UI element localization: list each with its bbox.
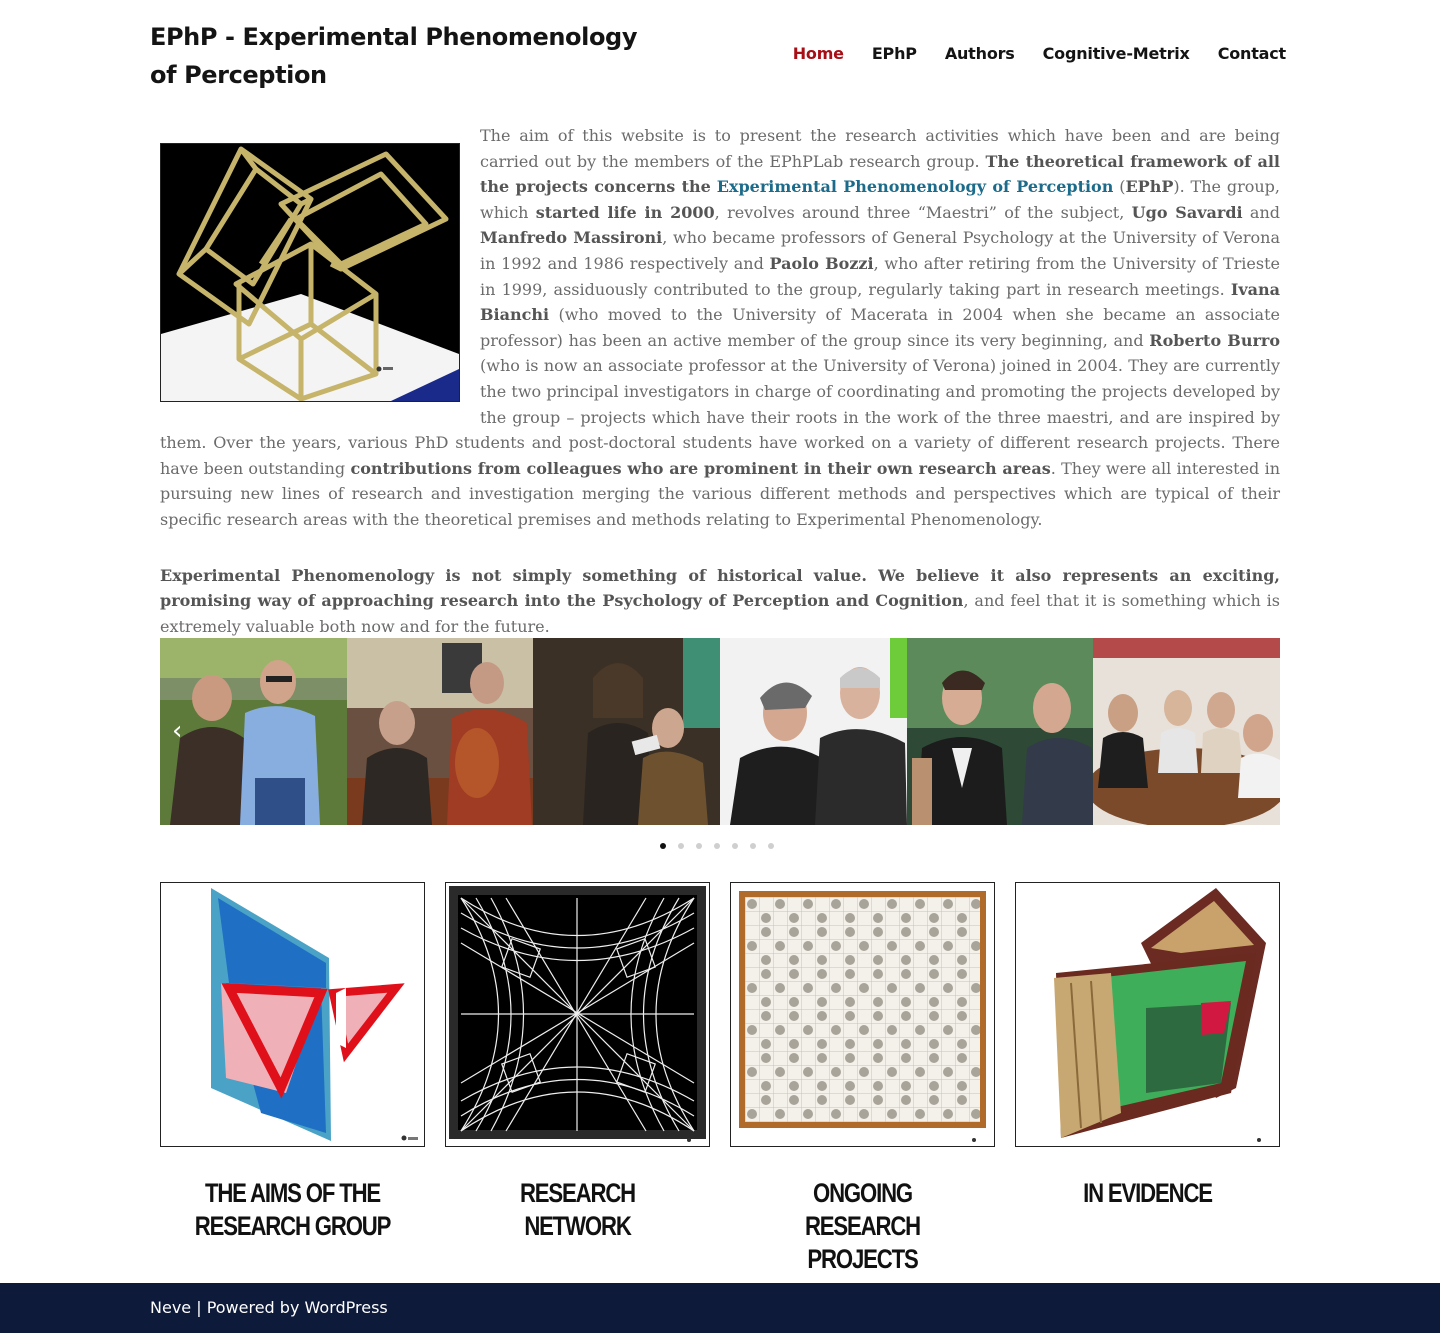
slider-prev-chevron-icon[interactable]: ‹ (172, 716, 183, 746)
string-art-image[interactable] (445, 882, 710, 1147)
slider-dot[interactable] (732, 843, 738, 849)
slider-dot[interactable] (714, 843, 720, 849)
slider-dots (660, 843, 774, 849)
footer-wordpress-link[interactable]: WordPress (304, 1298, 388, 1317)
photo-slider[interactable] (160, 638, 1280, 825)
card-title[interactable]: THE AIMS OF THE RESEARCH GROUP (194, 1178, 391, 1241)
intro-paragraph: The aim of this website is to present the research activities which have been and are being carried out by the members of the EPhPLab research group. The theoretical framework of all the projects concerns the Experimental Phenomenology of Perception (EPhP). The group, which started life in 2000, revolves around three “Maestri” of the subject, Ugo Savardi and Manfredo Massironi, who became professors of General Psychology at the University of Verona in 1992 and 1986 respectively and Paolo Bozzi, who after retiring from the University of Trieste in 1999, assiduously contributed to the group, regularly taking part in research meetings. Ivana Bianchi (who moved to the University of Macerata in 2004 when she became an associate professor) has been an active member of the group since its very beginning, and Roberto Burro (who is now an associate professor at the University of Verona) joined in 2004. They are currently the two principal investigators in charge of coordinating and promoting the projects developed by the group – projects which have their roots in the work of the three maestri, and are inspired by them. Over the years, various PhD students and post-doctoral students have worked on a variety of different research projects. There have been outstanding contributions from colleagues who are prominent in their own research areas. They were all interested in pursuing new lines of research and investigation merging the various different methods and perspectives which are typical of their specific research areas with the theoretical premises and methods relating to Experimental Phenomenology. (160, 126, 1281, 529)
nav-ephp[interactable]: EPhP (871, 44, 917, 63)
footer-theme-link[interactable]: Neve (150, 1298, 192, 1317)
site-title[interactable]: EPhP - Experimental Phenomenology of Perception (150, 23, 638, 89)
slider-dot[interactable] (750, 843, 756, 849)
card-aims (160, 882, 425, 1243)
main-nav (793, 44, 1286, 63)
card-evidence (1015, 882, 1280, 1210)
slide-photo (347, 638, 534, 825)
nav-authors[interactable]: Authors (944, 44, 1015, 63)
slide-photo (160, 638, 347, 825)
card-title[interactable]: ONGOING RESEARCH PROJECTS (804, 1178, 921, 1274)
footer-credits (150, 1298, 388, 1317)
wireframe-cubes-image (160, 143, 460, 402)
grid-of-spheres-image[interactable] (730, 882, 995, 1147)
folded-frame-image[interactable] (1015, 882, 1280, 1147)
nav-cognitive-metrix[interactable]: Cognitive-Metrix (1042, 44, 1190, 63)
slider-dot[interactable] (696, 843, 702, 849)
card-title[interactable]: IN EVIDENCE (1083, 1178, 1212, 1208)
slide-photo (1093, 638, 1280, 825)
card-projects (730, 882, 995, 1276)
slider-dot[interactable] (660, 843, 666, 849)
slider-dot[interactable] (678, 843, 684, 849)
site-footer (0, 1283, 1440, 1333)
slide-photo (720, 638, 907, 825)
footer-separator: | Powered by (191, 1298, 305, 1317)
intro-section (160, 123, 1280, 669)
card-network (445, 882, 710, 1243)
slider-dot[interactable] (768, 843, 774, 849)
slide-photo (533, 638, 720, 825)
nav-home[interactable]: Home (792, 44, 844, 63)
slide-photo (907, 638, 1094, 825)
ephp-link[interactable]: Experimental Phenomenology of Perception (716, 177, 1114, 197)
nav-contact[interactable]: Contact (1217, 44, 1286, 63)
triangle-sculpture-image[interactable] (160, 882, 425, 1147)
site-header (0, 0, 1440, 114)
intro-statement: Experimental Phenomenology is not simply something of historical value. We believe it also represents an exciting, promising way of approaching research into the Psychology of Perception and Cognition, and feel that it is something which is extremely valuable both now and for the future. (160, 565, 1280, 636)
card-title[interactable]: RESEARCH NETWORK (519, 1178, 636, 1241)
